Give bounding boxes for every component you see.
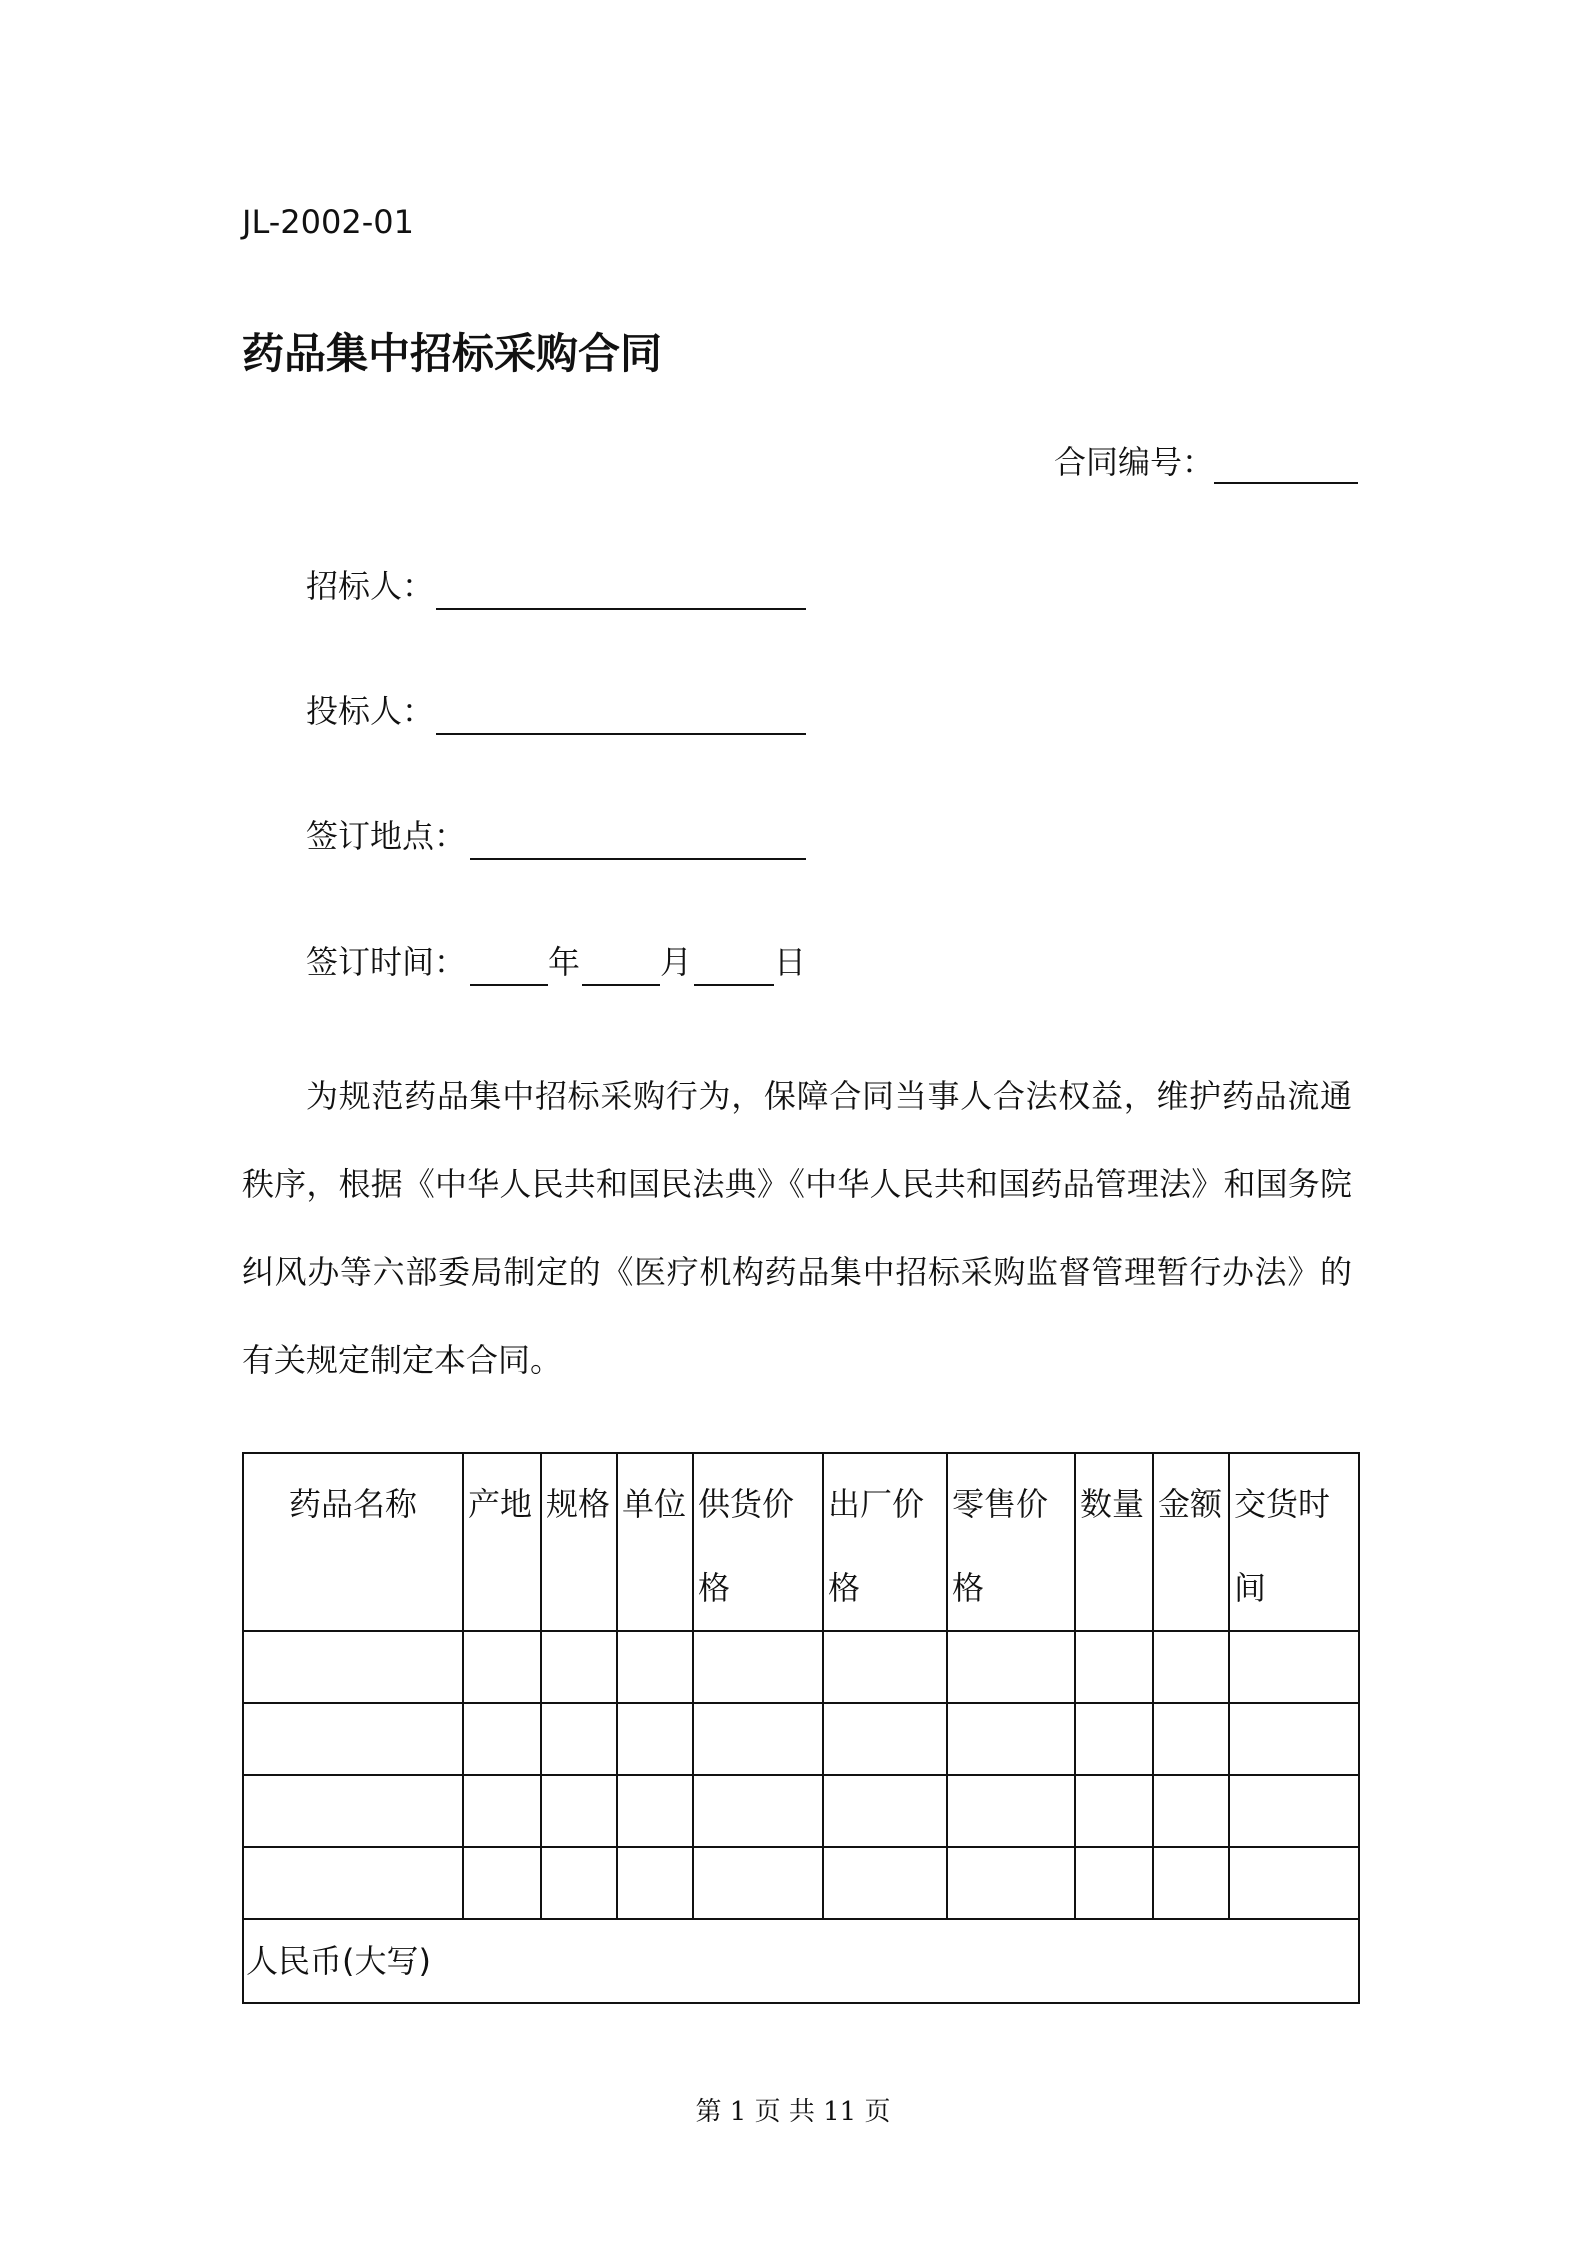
table-cell xyxy=(1153,1775,1229,1847)
drug-goods-table xyxy=(242,1452,1360,2004)
signing-place-blank xyxy=(470,858,806,860)
signing-day-blank xyxy=(694,984,774,986)
day-label: 日 xyxy=(774,943,807,981)
table-cell xyxy=(463,1703,541,1775)
table-cell xyxy=(823,1703,947,1775)
table-cell xyxy=(947,1847,1075,1919)
table-cell xyxy=(947,1703,1075,1775)
header-cell-amount: 金额 xyxy=(1153,1453,1229,1631)
table-row xyxy=(243,1631,1359,1703)
table-row xyxy=(243,1847,1359,1919)
table-cell xyxy=(463,1631,541,1703)
year-label: 年 xyxy=(548,943,581,981)
signing-place-label: 签订地点： xyxy=(306,817,467,855)
table-cell xyxy=(1153,1847,1229,1919)
contract-number-blank xyxy=(1214,482,1358,484)
signing-year-blank xyxy=(470,984,548,986)
header-cell-factory-price: 出厂价格 xyxy=(823,1453,947,1631)
table-cell xyxy=(693,1847,823,1919)
table-cell xyxy=(1153,1703,1229,1775)
table-cell xyxy=(1229,1631,1359,1703)
table-cell xyxy=(1075,1703,1153,1775)
table-total-row xyxy=(243,1919,1359,2003)
intro-paragraph: 为规范药品集中招标采购行为，保障合同当事人合法权益，维护药品流通秩序，根据《中华人民共和国民法典》《中华人民共和国药品管理法》和国务院纠风办等六部委局制定的《医疗机构药品集中招标采购监督管理暂行办法》的有关规定制定本合同。 xyxy=(242,1077,1352,1379)
table-cell xyxy=(1229,1703,1359,1775)
tenderer-blank xyxy=(436,608,806,610)
table-cell xyxy=(1075,1631,1153,1703)
table-row xyxy=(243,1775,1359,1847)
table-cell xyxy=(617,1631,693,1703)
table-cell xyxy=(617,1847,693,1919)
table-header-row xyxy=(243,1453,1359,1631)
table-cell xyxy=(617,1775,693,1847)
table-cell xyxy=(541,1703,617,1775)
table-cell xyxy=(693,1703,823,1775)
table-cell xyxy=(463,1775,541,1847)
table-cell xyxy=(823,1631,947,1703)
table-cell xyxy=(541,1775,617,1847)
contract-number-label: 合同编号： xyxy=(1054,443,1215,481)
table-cell xyxy=(541,1847,617,1919)
header-cell-retail-price: 零售价格 xyxy=(947,1453,1075,1631)
signing-time-label: 签订时间： xyxy=(306,943,467,981)
header-cell-supply-price: 供货价格 xyxy=(693,1453,823,1631)
table-cell xyxy=(823,1775,947,1847)
table-cell xyxy=(617,1703,693,1775)
table-cell xyxy=(947,1775,1075,1847)
table-cell xyxy=(1153,1631,1229,1703)
header-cell-spec: 规格 xyxy=(541,1453,617,1631)
table-cell xyxy=(243,1631,463,1703)
table-row xyxy=(243,1703,1359,1775)
tenderer-label: 招标人： xyxy=(306,567,435,605)
total-rmb-label: 人民币(大写) xyxy=(246,1942,431,1980)
header-cell-origin: 产地 xyxy=(463,1453,541,1631)
table-cell xyxy=(947,1631,1075,1703)
header-cell-drug-name: 药品名称 xyxy=(243,1453,463,1631)
table-cell xyxy=(1075,1775,1153,1847)
table-cell xyxy=(693,1775,823,1847)
table-cell xyxy=(693,1631,823,1703)
table-cell xyxy=(463,1847,541,1919)
table-cell xyxy=(243,1703,463,1775)
page-number: 第 1 页 共 11 页 xyxy=(695,2097,891,2127)
table-cell xyxy=(1229,1847,1359,1919)
total-rmb-cell xyxy=(243,1919,1359,2003)
month-label: 月 xyxy=(660,943,693,981)
table-cell xyxy=(243,1775,463,1847)
bidder-blank xyxy=(436,733,806,735)
table-cell xyxy=(243,1847,463,1919)
header-cell-delivery-time: 交货时间 xyxy=(1229,1453,1359,1631)
signing-month-blank xyxy=(582,984,660,986)
table-cell xyxy=(1229,1775,1359,1847)
document-code: JL-2002-01 xyxy=(242,203,414,241)
table-cell xyxy=(823,1847,947,1919)
header-cell-unit: 单位 xyxy=(617,1453,693,1631)
table-cell xyxy=(1075,1847,1153,1919)
document-title: 药品集中招标采购合同 xyxy=(242,329,663,378)
table-cell xyxy=(541,1631,617,1703)
bidder-label: 投标人： xyxy=(306,692,435,730)
header-cell-quantity: 数量 xyxy=(1075,1453,1153,1631)
